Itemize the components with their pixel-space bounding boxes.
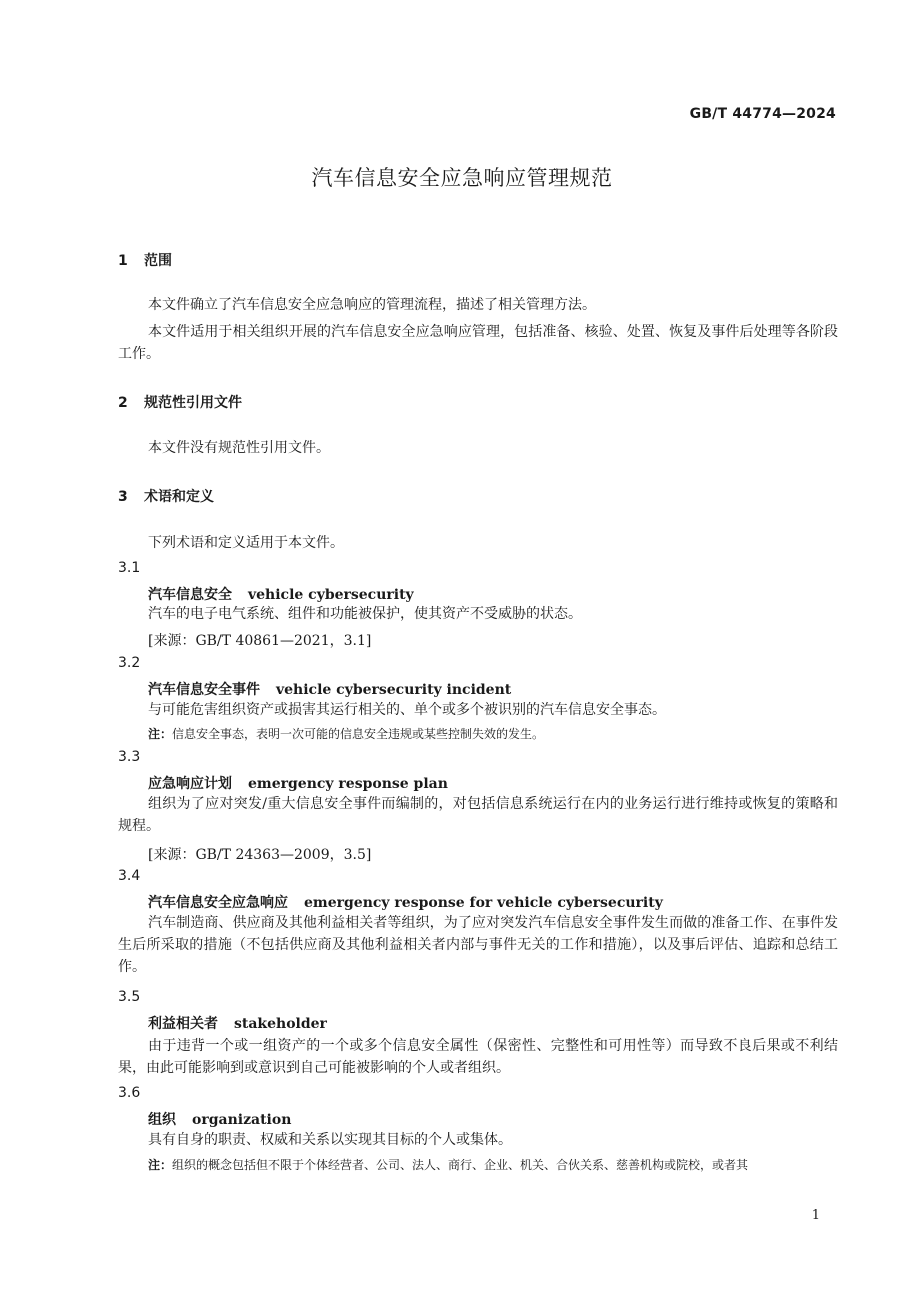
note-text: 组织的概念包括但不限于个体经营者、公司、法人、商行、企业、机关、合伙关系、慈善机构或院校，或者其 — [172, 1158, 749, 1172]
note-label: 注： — [148, 1158, 173, 1172]
term-en: vehicle cybersecurity incident — [276, 682, 512, 698]
term-heading — [148, 1109, 291, 1129]
term-heading — [148, 1013, 327, 1033]
paragraph: 本文件确立了汽车信息安全应急响应的管理流程，描述了相关管理方法。 — [148, 297, 596, 313]
term-en: organization — [192, 1112, 292, 1128]
term-definition: 汽车制造商、供应商及其他利益相关者等组织，为了应对突发汽车信息安全事件发生而做的准备工作、在事件发生后所采取的措施（不包括供应商及其他利益相关者内部与事件无关的工作和措施），以及事后评估、追踪和总结工作。 — [118, 915, 838, 975]
term-source: [来源：GB/T 40861—2021，3.1] — [148, 633, 372, 649]
term-number: 3.4 — [118, 868, 141, 884]
term-note — [148, 725, 838, 743]
term-number: 3.1 — [118, 560, 141, 576]
term-definition: 组织为了应对突发/重大信息安全事件而编制的，对包括信息系统运行在内的业务运行进行维持或恢复的策略和规程。 — [118, 796, 838, 834]
section-title: 术语和定义 — [144, 489, 214, 505]
term-heading — [148, 584, 414, 604]
term-zh: 利益相关者 — [148, 1016, 218, 1032]
term-definition: 由于违背一个或一组资产的一个或多个信息安全属性（保密性、完整性和可用性等）而导致不良后果或不利结果，由此可能影响到或意识到自己可能被影响的个人或者组织。 — [118, 1038, 838, 1076]
section-title: 范围 — [144, 253, 172, 269]
section-1-heading — [118, 250, 172, 270]
note-label: 注： — [148, 727, 173, 741]
document-code: GB/T 44774—2024 — [689, 106, 836, 122]
term-definition: 与可能危害组织资产或损害其运行相关的、单个或多个被识别的汽车信息安全事态。 — [148, 702, 666, 718]
term-zh: 组织 — [148, 1112, 176, 1128]
term-zh: 汽车信息安全 — [148, 587, 232, 603]
term-source: [来源：GB/T 24363—2009，3.5] — [148, 847, 372, 863]
section-3-heading — [118, 486, 214, 506]
paragraph: 下列术语和定义适用于本文件。 — [148, 535, 344, 551]
section-2-heading — [118, 392, 242, 412]
section-number: 3 — [118, 489, 128, 505]
section-number: 1 — [118, 253, 128, 269]
term-number: 3.5 — [118, 989, 141, 1005]
term-number: 3.3 — [118, 749, 141, 765]
term-en: emergency response for vehicle cybersecurity — [304, 895, 663, 911]
section-title: 规范性引用文件 — [144, 395, 242, 411]
paragraph: 本文件适用于相关组织开展的汽车信息安全应急响应管理，包括准备、核验、处置、恢复及事件后处理等各阶段工作。 — [118, 324, 838, 362]
term-heading — [148, 892, 663, 912]
term-en: emergency response plan — [248, 776, 448, 792]
term-number: 3.2 — [118, 655, 141, 671]
term-definition: 汽车的电子电气系统、组件和功能被保护，使其资产不受威胁的状态。 — [148, 606, 582, 622]
term-zh: 汽车信息安全应急响应 — [148, 895, 288, 911]
term-number: 3.6 — [118, 1085, 141, 1101]
term-en: stakeholder — [234, 1016, 327, 1032]
term-heading — [148, 679, 511, 699]
paragraph: 本文件没有规范性引用文件。 — [148, 440, 330, 456]
page-number: 1 — [811, 1208, 820, 1223]
note-text: 信息安全事态，表明一次可能的信息安全违规或某些控制失效的发生。 — [172, 727, 545, 741]
section-number: 2 — [118, 395, 128, 411]
term-zh: 汽车信息安全事件 — [148, 682, 260, 698]
term-definition: 具有自身的职责、权威和关系以实现其目标的个人或集体。 — [148, 1132, 512, 1148]
document-title: 汽车信息安全应急响应管理规范 — [311, 166, 613, 190]
term-note — [148, 1156, 838, 1174]
term-heading — [148, 773, 448, 793]
term-zh: 应急响应计划 — [148, 776, 232, 792]
term-en: vehicle cybersecurity — [248, 587, 414, 603]
